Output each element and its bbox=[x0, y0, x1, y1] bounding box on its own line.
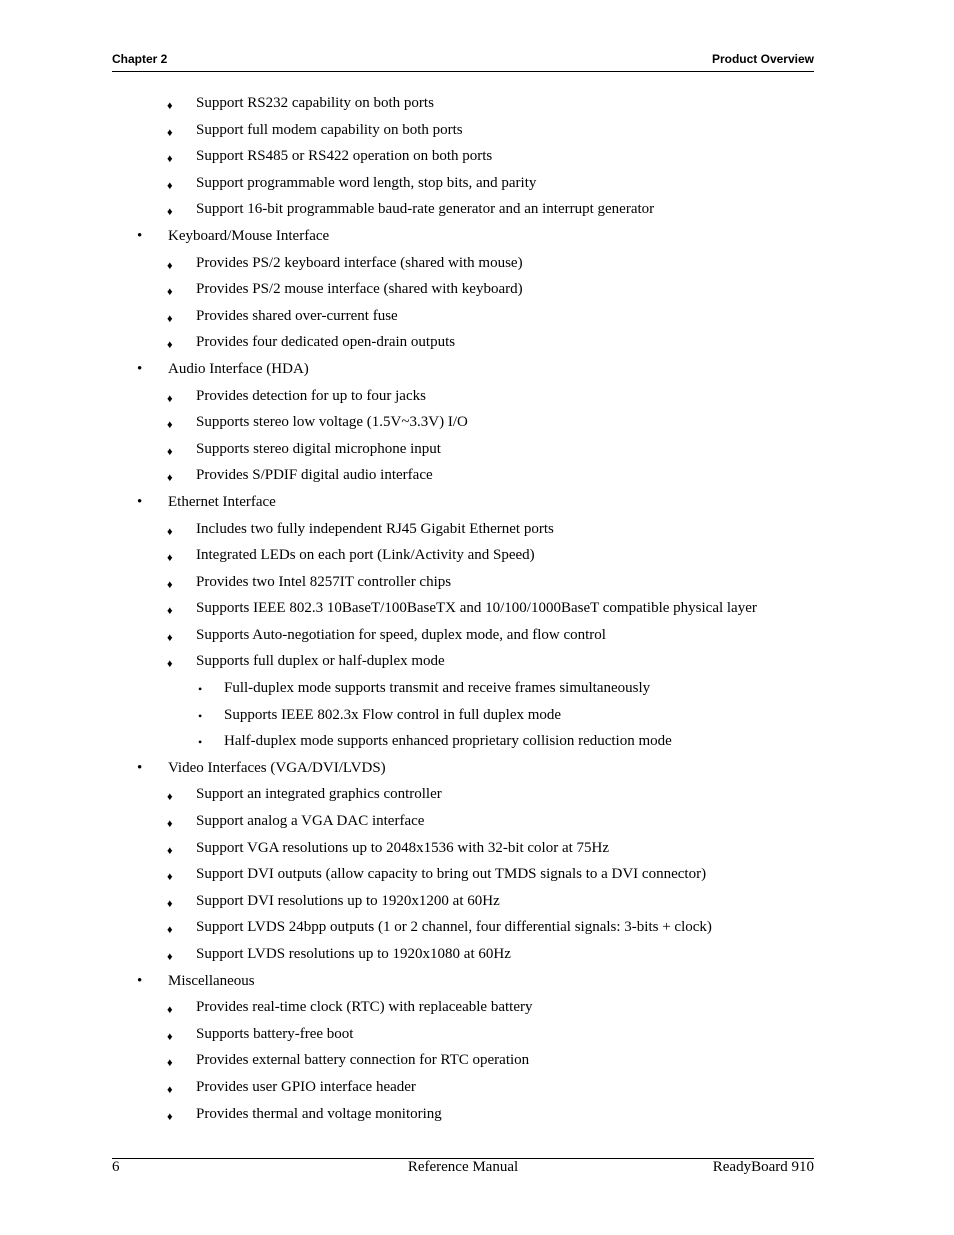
feature-item bbox=[0, 838, 954, 865]
sub-feature-item bbox=[0, 731, 954, 758]
diamond-bullet-icon: ♦ bbox=[167, 1083, 173, 1096]
diamond-bullet-icon: ♦ bbox=[167, 179, 173, 192]
page-footer bbox=[112, 1159, 814, 1179]
item-text: Provides detection for up to four jacks bbox=[196, 387, 426, 404]
section-item bbox=[0, 758, 954, 785]
item-text: Provides external battery connection for RTC operation bbox=[196, 1052, 530, 1069]
item-text: Support LVDS resolutions up to 1920x1080 at 60Hz bbox=[196, 946, 511, 962]
item-text: Support 16-bit programmable baud-rate generator and an interrupt generator bbox=[196, 201, 655, 218]
diamond-bullet-icon: ♦ bbox=[167, 791, 173, 804]
feature-item bbox=[0, 1024, 954, 1051]
item-text: Video Interfaces (VGA/DVI/LVDS) bbox=[168, 759, 386, 776]
feature-item bbox=[0, 784, 954, 811]
feature-item bbox=[0, 1077, 954, 1104]
page-number: 6 bbox=[112, 1159, 120, 1175]
feature-item bbox=[0, 811, 954, 838]
sub-feature-item bbox=[0, 678, 954, 705]
bullet-icon: • bbox=[198, 708, 203, 723]
diamond-bullet-icon: ♦ bbox=[167, 153, 173, 166]
item-text: Supports IEEE 802.3x Flow control in full duplex mode bbox=[224, 706, 562, 723]
diamond-bullet-icon: ♦ bbox=[167, 871, 173, 884]
item-text: Ethernet Interface bbox=[168, 493, 276, 510]
item-text: Full-duplex mode supports transmit and receive frames simultaneously bbox=[224, 680, 651, 697]
item-text: Support LVDS 24bpp outputs (1 or 2 channel, four differential signals: 3-bits + clock) bbox=[196, 919, 712, 936]
feature-item bbox=[0, 199, 954, 226]
item-text: Includes two fully independent RJ45 Gigabit Ethernet ports bbox=[196, 520, 554, 537]
section-item bbox=[0, 971, 954, 998]
diamond-bullet-icon: ♦ bbox=[167, 312, 173, 325]
diamond-bullet-icon: ♦ bbox=[167, 472, 173, 485]
item-text: Support DVI outputs (allow capacity to bring out TMDS signals to a DVI connector) bbox=[196, 866, 707, 883]
feature-item bbox=[0, 1050, 954, 1077]
feature-item bbox=[0, 279, 954, 306]
feature-item bbox=[0, 146, 954, 173]
diamond-bullet-icon: ♦ bbox=[167, 445, 173, 458]
bullet-icon: • bbox=[137, 360, 143, 377]
section-title: Product Overview bbox=[711, 52, 814, 66]
item-text: Supports stereo digital microphone input bbox=[196, 440, 441, 457]
page-header bbox=[112, 52, 814, 66]
sub-feature-item bbox=[0, 705, 954, 732]
diamond-bullet-icon: ♦ bbox=[167, 1057, 173, 1070]
item-text: Support programmable word length, stop bits, and parity bbox=[196, 174, 537, 191]
feature-item bbox=[0, 864, 954, 891]
item-text: Support full modem capability on both ports bbox=[196, 121, 463, 138]
item-text: Support analog a VGA DAC interface bbox=[196, 813, 425, 830]
feature-item bbox=[0, 545, 954, 572]
item-text: Support VGA resolutions up to 2048x1536 with 32-bit color at 75Hz bbox=[196, 839, 610, 856]
feature-item bbox=[0, 519, 954, 546]
item-text: Provides thermal and voltage monitoring bbox=[196, 1105, 442, 1122]
item-text: Provides PS/2 mouse interface (shared with keyboard) bbox=[196, 281, 523, 298]
diamond-bullet-icon: ♦ bbox=[167, 605, 173, 618]
feature-item bbox=[0, 1104, 954, 1131]
feature-item bbox=[0, 386, 954, 413]
diamond-bullet-icon: ♦ bbox=[167, 844, 173, 857]
feature-item bbox=[0, 651, 954, 678]
section-item bbox=[0, 359, 954, 386]
item-text: Supports stereo low voltage (1.5V~3.3V) I/O bbox=[196, 414, 468, 431]
diamond-bullet-icon: ♦ bbox=[167, 552, 173, 565]
feature-item bbox=[0, 625, 954, 652]
item-text: Provides two Intel 8257IT controller chips bbox=[196, 573, 452, 590]
feature-list bbox=[0, 93, 954, 1130]
feature-item bbox=[0, 253, 954, 280]
feature-item bbox=[0, 572, 954, 599]
feature-item bbox=[0, 465, 954, 492]
item-text: Integrated LEDs on each port (Link/Activity and Speed) bbox=[196, 547, 535, 564]
item-text: Half-duplex mode supports enhanced proprietary collision reduction mode bbox=[224, 733, 672, 750]
bullet-icon: • bbox=[137, 227, 143, 244]
diamond-bullet-icon: ♦ bbox=[167, 897, 173, 910]
item-text: Provides real-time clock (RTC) with replaceable battery bbox=[196, 999, 533, 1016]
feature-item bbox=[0, 917, 954, 944]
section-item bbox=[0, 492, 954, 519]
item-text: Support RS485 or RS422 operation on both ports bbox=[196, 148, 493, 165]
diamond-bullet-icon: ♦ bbox=[167, 1004, 173, 1017]
feature-item bbox=[0, 332, 954, 359]
diamond-bullet-icon: ♦ bbox=[167, 1110, 173, 1123]
diamond-bullet-icon: ♦ bbox=[167, 951, 173, 963]
bullet-icon: • bbox=[198, 735, 203, 750]
item-text: Provides four dedicated open-drain outputs bbox=[196, 334, 456, 351]
feature-item bbox=[0, 944, 954, 971]
diamond-bullet-icon: ♦ bbox=[167, 286, 173, 299]
diamond-bullet-icon: ♦ bbox=[167, 392, 173, 405]
diamond-bullet-icon: ♦ bbox=[167, 126, 173, 139]
item-text: Keyboard/Mouse Interface bbox=[168, 227, 330, 244]
item-text: Provides shared over-current fuse bbox=[196, 307, 398, 324]
diamond-bullet-icon: ♦ bbox=[167, 206, 173, 219]
item-text: Provides user GPIO interface header bbox=[196, 1078, 416, 1095]
diamond-bullet-icon: ♦ bbox=[167, 1030, 173, 1043]
item-text: Miscellaneous bbox=[168, 972, 255, 989]
diamond-bullet-icon: ♦ bbox=[167, 100, 173, 112]
chapter-label: Chapter 2 bbox=[112, 52, 168, 66]
bullet-icon: • bbox=[198, 682, 203, 697]
diamond-bullet-icon: ♦ bbox=[167, 818, 173, 831]
bullet-icon: • bbox=[137, 759, 143, 776]
diamond-bullet-icon: ♦ bbox=[167, 631, 173, 644]
manual-title: Reference Manual bbox=[407, 1159, 519, 1175]
diamond-bullet-icon: ♦ bbox=[167, 924, 173, 937]
item-text: Support an integrated graphics controller bbox=[196, 786, 442, 803]
item-text: Supports battery-free boot bbox=[196, 1025, 354, 1042]
diamond-bullet-icon: ♦ bbox=[167, 339, 173, 352]
item-text: Support RS232 capability on both ports bbox=[196, 95, 434, 111]
diamond-bullet-icon: ♦ bbox=[167, 658, 173, 671]
feature-item bbox=[0, 412, 954, 439]
header-divider bbox=[112, 71, 814, 72]
bullet-icon: • bbox=[137, 493, 143, 510]
bullet-icon: • bbox=[137, 972, 143, 989]
feature-item bbox=[0, 93, 954, 120]
item-text: Support DVI resolutions up to 1920x1200 at 60Hz bbox=[196, 892, 500, 909]
diamond-bullet-icon: ♦ bbox=[167, 578, 173, 591]
feature-item bbox=[0, 306, 954, 333]
diamond-bullet-icon: ♦ bbox=[167, 259, 173, 272]
feature-item bbox=[0, 439, 954, 466]
feature-item bbox=[0, 891, 954, 918]
item-text: Audio Interface (HDA) bbox=[168, 360, 309, 377]
item-text: Supports IEEE 802.3 10BaseT/100BaseTX and 10/100/1000BaseT compatible physical layer bbox=[196, 600, 757, 617]
feature-item bbox=[0, 997, 954, 1024]
item-text: Supports full duplex or half-duplex mode bbox=[196, 653, 445, 670]
feature-item bbox=[0, 173, 954, 200]
product-name: ReadyBoard 910 bbox=[712, 1159, 814, 1175]
item-text: Provides PS/2 keyboard interface (shared with mouse) bbox=[196, 254, 523, 271]
diamond-bullet-icon: ♦ bbox=[167, 419, 173, 432]
feature-item bbox=[0, 120, 954, 147]
diamond-bullet-icon: ♦ bbox=[167, 525, 173, 538]
section-item bbox=[0, 226, 954, 253]
item-text: Supports Auto-negotiation for speed, duplex mode, and flow control bbox=[196, 626, 606, 643]
item-text: Provides S/PDIF digital audio interface bbox=[196, 467, 433, 484]
feature-item bbox=[0, 598, 954, 625]
